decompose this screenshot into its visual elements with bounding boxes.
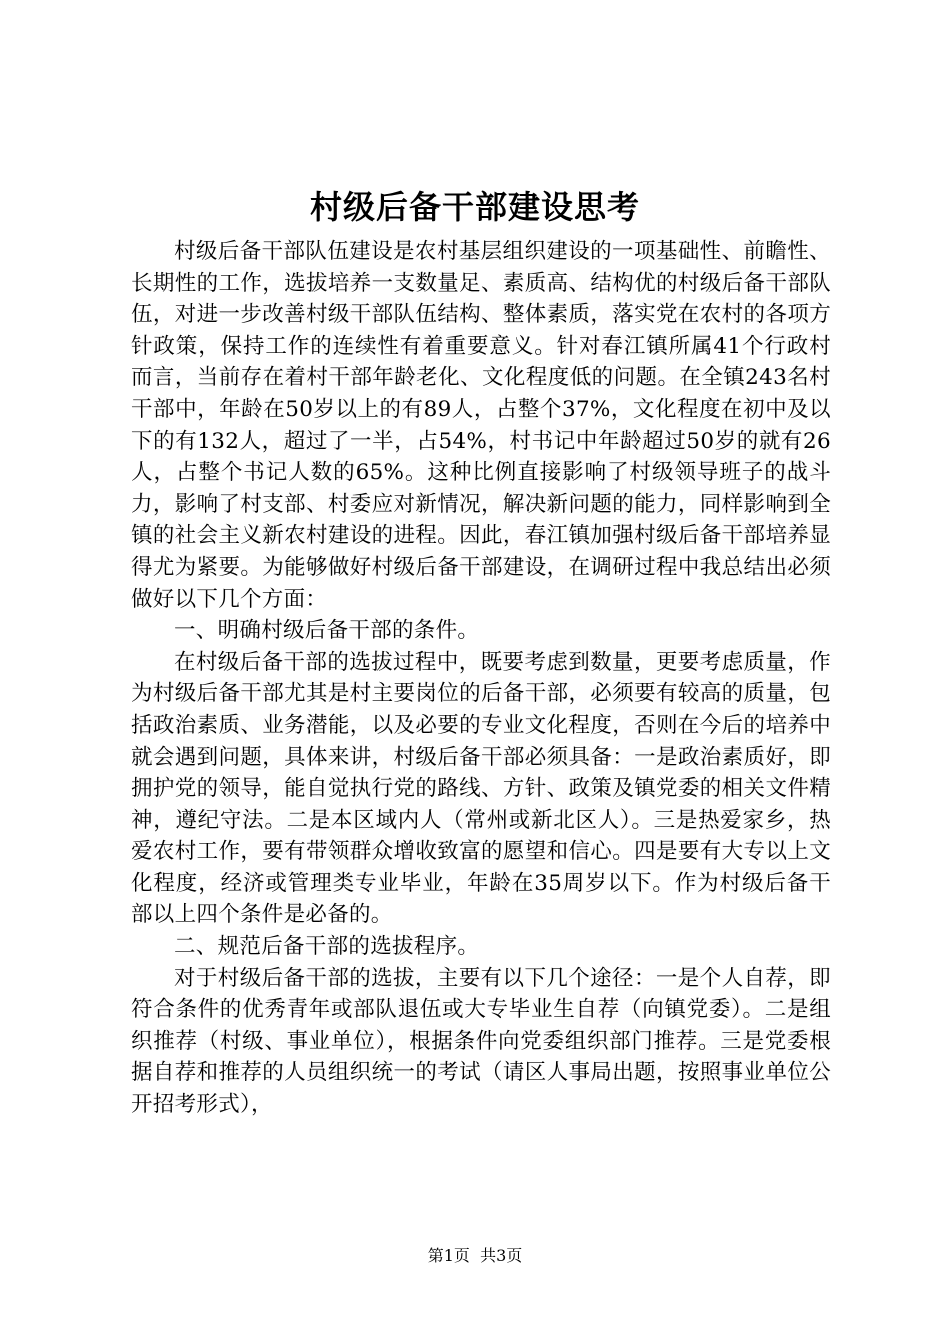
document-title: 村级后备干部建设思考 [309,188,640,226]
page-footer [0,1244,950,1268]
page-number-label: 第1页 共3页 [427,1246,523,1265]
document-body [131,236,831,1121]
section-heading-1: 一、明确村级后备干部的条件。 [174,618,480,644]
section-heading-2: 二、规范后备干部的选拔程序。 [174,934,480,960]
paragraph-conditions: 在村级后备干部的选拔过程中，既要考虑到数量，更要考虑质量，作为村级后备干部尤其是村主要岗位的后备干部，必须要有较高的质量，包括政治素质、业务潜能，以及必要的专业文化程度，否则在今后的培养中就会遇到问题，具体来讲，村级后备干部必须具备：一是政治素质好，即拥护党的领导，能自觉执行党的路线、方针、政策及镇党委的相关文件精神，遵纪守法。二是本区域内人（常州或新北区人）。三是热爱家乡，热爱农村工作，要有带领群众增收致富的愿望和信心。四是要有大专以上文化程度，经济或管理类专业毕业，年龄在35周岁以下。作为村级后备干部以上四个条件是必备的。 [131,649,831,928]
paragraph-intro: 村级后备干部队伍建设是农村基层组织建设的一项基础性、前瞻性、长期性的工作，选拔培养一支数量足、素质高、结构优的村级后备干部队伍，对进一步改善村级干部队伍结构、整体素质，落实党在农村的各项方针政策，保持工作的连续性有着重要意义。针对春江镇所属41个行政村而言，当前存在着村干部年龄老化、文化程度低的问题。在全镇243名村干部中，年龄在50岁以上的有89人，占整个37%，文化程度在初中及以下的有132人，超过了一半，占54%，村书记中年龄超过50岁的就有26人，占整个书记人数的65%。这种比例直接影响了村级领导班子的战斗力，影响了村支部、村委应对新情况，解决新问题的能力，同样影响到全镇的社会主义新农村建设的进程。因此，春江镇加强村级后备干部培养显得尤为紧要。为能够做好村级后备干部建设，在调研过程中我总结出必须做好以下几个方面： [131,239,831,612]
paragraph-selection: 对于村级后备干部的选拔，主要有以下几个途径：一是个人自荐，即符合条件的优秀青年或部队退伍或大专毕业生自荐（向镇党委）。二是组织推荐（村级、事业单位），根据条件向党委组织部门推荐。三是党委根据自荐和推荐的人员组织统一的考试（请区人事局出题，按照事业单位公开招考形式）， [131,965,831,1118]
